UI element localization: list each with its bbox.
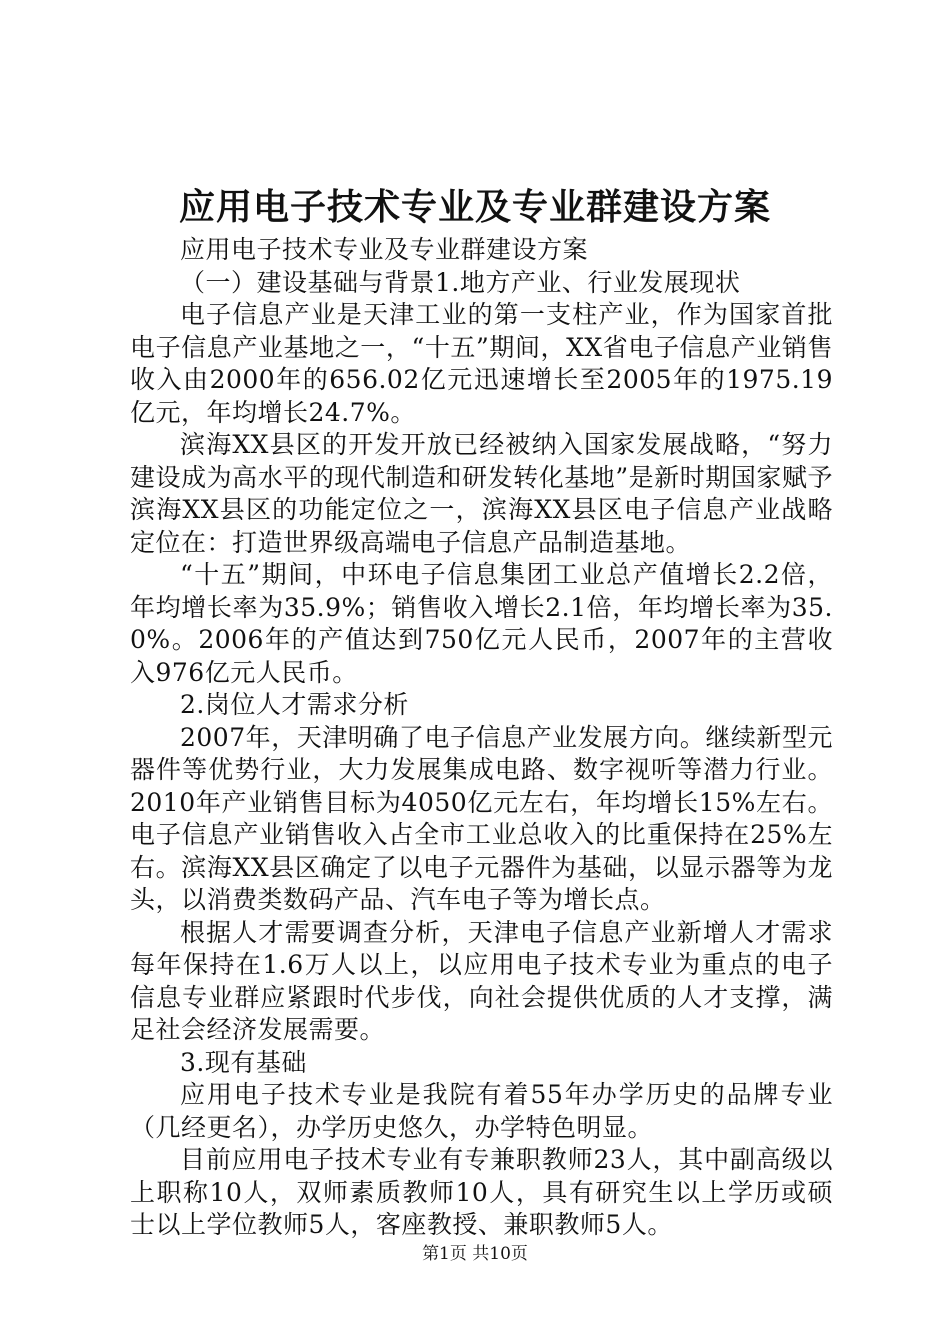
paragraph-heading-talent-demand: 2.岗位人才需求分析: [180, 690, 409, 719]
paragraph-heading-existing-base: 3.现有基础: [180, 1047, 307, 1077]
paragraph-zhonghuan-growth: “十五”期间，中环电子信息集团工业总产值增长2.2倍，年均增长率为35.9%；销售收入增长2.1倍，年均增长率为35.0%。2006年的产值达到750亿元人民币，2007年的主营收入976亿元人民币。: [130, 560, 833, 687]
paragraph-program-history: 应用电子技术专业是我院有着55年办学历史的品牌专业（几经更名），办学历史悠久，办学特色明显。: [130, 1080, 833, 1142]
document-title: 应用电子技术专业及专业群建设方案: [178, 187, 771, 228]
paragraph-talent-survey: 根据人才需要调查分析，天津电子信息产业新增人才需求每年保持在1.6万人以上，以应用电子技术专业为重点的电子信息专业群应紧跟时代步伐，向社会提供优质的人才支撑，满足社会经济发展需要。: [130, 917, 833, 1044]
paragraph-binhai-strategy: 滨海XX县区的开发开放已经被纳入国家发展战略，“努力建设成为高水平的现代制造和研发转化基地”是新时期国家赋予滨海XX县区的功能定位之一，滨海XX县区电子信息产业战略定位在：打造世界级高端电子信息产品制造基地。: [130, 430, 833, 557]
page-number-footer: 第1页 共10页: [422, 1244, 528, 1264]
paragraph-faculty: 目前应用电子技术专业有专兼职教师23人，其中副高级以上职称10人，双师素质教师10人，具有研究生以上学历或硕士以上学位教师5人，客座教授、兼职教师5人。: [130, 1145, 833, 1239]
paragraph-section-heading: （一）建设基础与背景1.地方产业、行业发展现状: [180, 267, 741, 297]
paragraph-industry-status: 电子信息产业是天津工业的第一支柱产业，作为国家首批电子信息产业基地之一，“十五”期间，XX省电子信息产业销售收入由2000年的656.02亿元迅速增长至2005年的1975.19亿元，年均增长24.7%。: [130, 300, 833, 427]
document-body: [130, 234, 833, 1242]
paragraph-industry-direction: 2007年，天津明确了电子信息产业发展方向。继续新型元器件等优势行业，大力发展集成电路、数字视听等潜力行业。2010年产业销售目标为4050亿元左右，年均增长15%左右。电子信息产业销售收入占全市工业总收入的比重保持在25%左右。滨海XX县区确定了以电子元器件为基础，以显示器等为龙头，以消费类数码产品、汽车电子等为增长点。: [130, 722, 833, 914]
paragraph-subtitle: 应用电子技术专业及专业群建设方案: [180, 235, 589, 264]
